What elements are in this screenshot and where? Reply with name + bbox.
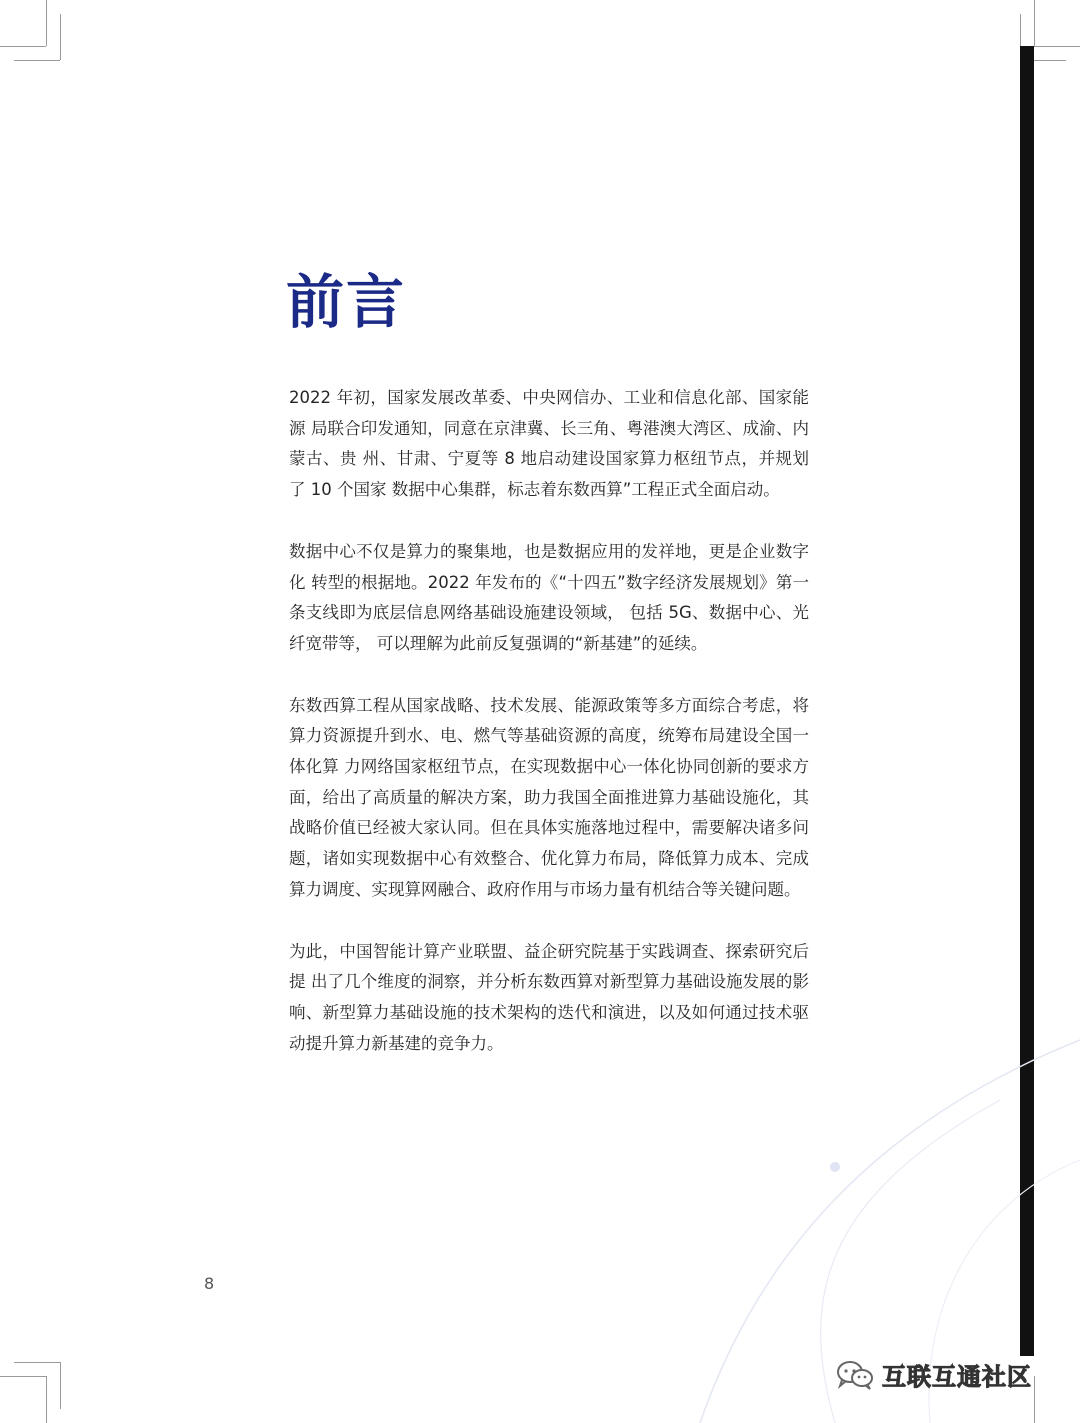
- crop-mark-tl-horizontal: [0, 46, 46, 47]
- crop-mark-bl-horizontal: [0, 1376, 46, 1377]
- crop-mark-tl-horizontal-2: [14, 60, 60, 61]
- crop-mark-br-vertical: [1034, 1376, 1035, 1423]
- paragraph-3: 东数西算工程从国家战略、技术发展、能源政策等多方面综合考虑，将算力资源提升到水、电、燃气等基础资源的高度，统筹布局建设全国一体化算 力网络国家枢纽节点，在实现数据中心一体化协同创新的要求方面，给出了高质量的解决方案，助力我国全面推进算力基础设施化，其战略价值已经被大家认同。但在具体实施落地过程中，需要解决诸多问题，诸如实现数据中心有效整合、优化算力布局，降低算力成本、完成算力调度、实现算网融合、政府作用与市场力量有机结合等关键问题。: [289, 695, 809, 899]
- crop-mark-tl-vertical: [46, 0, 47, 46]
- crop-mark-bl-vertical: [46, 1376, 47, 1423]
- crop-mark-tr-vertical-2: [1020, 14, 1021, 46]
- wechat-icon: [836, 1360, 874, 1390]
- page-edge-bar: [1020, 46, 1034, 1356]
- paragraph-1: 2022 年初，国家发展改革委、中央网信办、工业和信息化部、国家能源 局联合印发通知，同意在京津冀、长三角、粤港澳大湾区、成渝、内蒙古、贵 州、甘肃、宁夏等 8 地启动建设国家算力枢纽节点，并规划了 10 个国家 数据中心集群，标志着东数西算”工程正式全面启动。: [289, 388, 809, 500]
- body-text: [289, 383, 809, 1090]
- watermark-text: 互联互通社区: [882, 1363, 1032, 1391]
- page-number: 8: [204, 1274, 215, 1293]
- crop-mark-bl-vertical-2: [60, 1362, 61, 1409]
- page-title: 前言: [286, 268, 407, 336]
- crop-mark-tr-horizontal: [1034, 46, 1080, 47]
- decor-dot: [830, 1162, 840, 1172]
- crop-mark-bl-horizontal-2: [14, 1362, 60, 1363]
- paragraph-4: 为此，中国智能计算产业联盟、益企研究院基于实践调查、探索研究后提 出了几个维度的洞察，并分析东数西算对新型算力基础设施发展的影 响、新型算力基础设施的技术架构的迭代和演进，以及如何通过技术驱动提升算力新基建的竞争力。: [289, 941, 809, 1053]
- crop-mark-tr-vertical: [1034, 0, 1035, 46]
- paragraph-2: 数据中心不仅是算力的聚集地，也是数据应用的发祥地，更是企业数字化 转型的根据地。2022 年发布的《“十四五”数字经济发展规划》第一条支线即为底层信息网络基础设施建设领域， 包括 5G、数据中心、光纤宽带等， 可以理解为此前反复强调的“新基建”的延续。: [289, 541, 809, 653]
- crop-mark-tl-vertical-2: [60, 14, 61, 60]
- watermark: [836, 1357, 1032, 1392]
